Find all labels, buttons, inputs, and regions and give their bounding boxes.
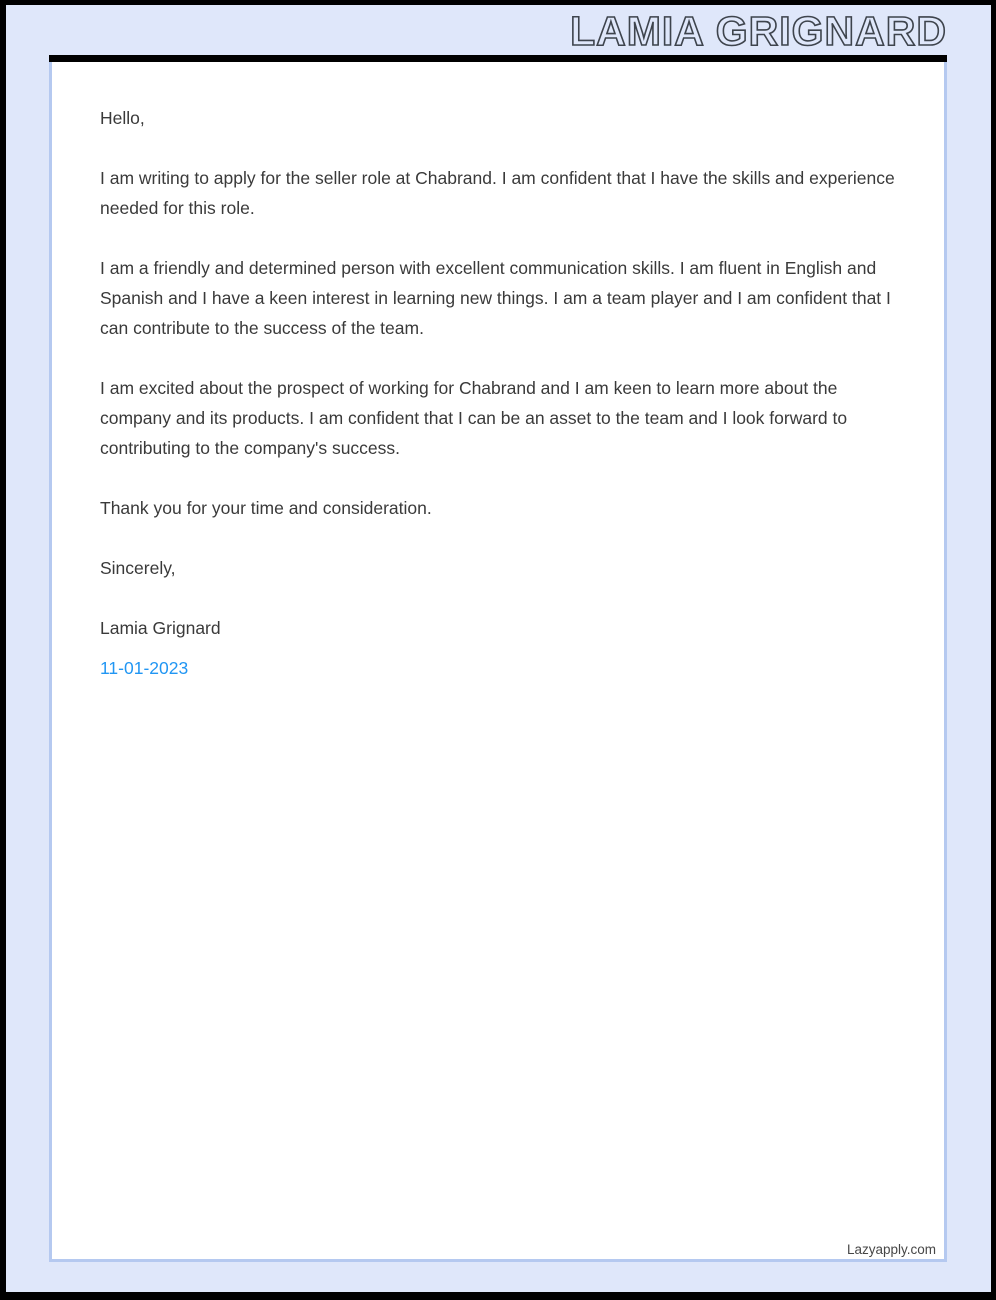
- letter-content: [52, 62, 944, 683]
- page-top-rule: [49, 55, 947, 62]
- letter-closing: Sincerely,: [100, 558, 176, 578]
- letter-paragraph-intro: I am writing to apply for the seller role at Chabrand. I am confident that I have the skills and experience needed for this role.: [100, 168, 895, 218]
- letter-date-link[interactable]: 11-01-2023: [100, 658, 189, 678]
- letter-paragraph-skills: I am a friendly and determined person with excellent communication skills. I am fluent in English and Spanish and I have a keen interest in learning new things. I am a team player and I am confident that I can contribute to the success of the team.: [100, 258, 891, 338]
- letter-greeting: Hello,: [100, 108, 145, 128]
- letter-signature-name: Lamia Grignard: [100, 618, 221, 638]
- letter-page: [49, 55, 947, 1262]
- letter-thanks: Thank you for your time and consideration.: [100, 498, 432, 518]
- letter-date-row: [100, 653, 896, 683]
- applicant-name-header: LAMIA GRIGNARD: [570, 8, 947, 54]
- letter-paragraph-motivation: I am excited about the prospect of working for Chabrand and I am keen to learn more about the company and its products. I am confident that I can be an asset to the team and I look forward to contributing to the company's success.: [100, 378, 848, 458]
- lazyapply-watermark: Lazyapply.com: [846, 1242, 936, 1257]
- letter-page-body: [49, 62, 947, 1262]
